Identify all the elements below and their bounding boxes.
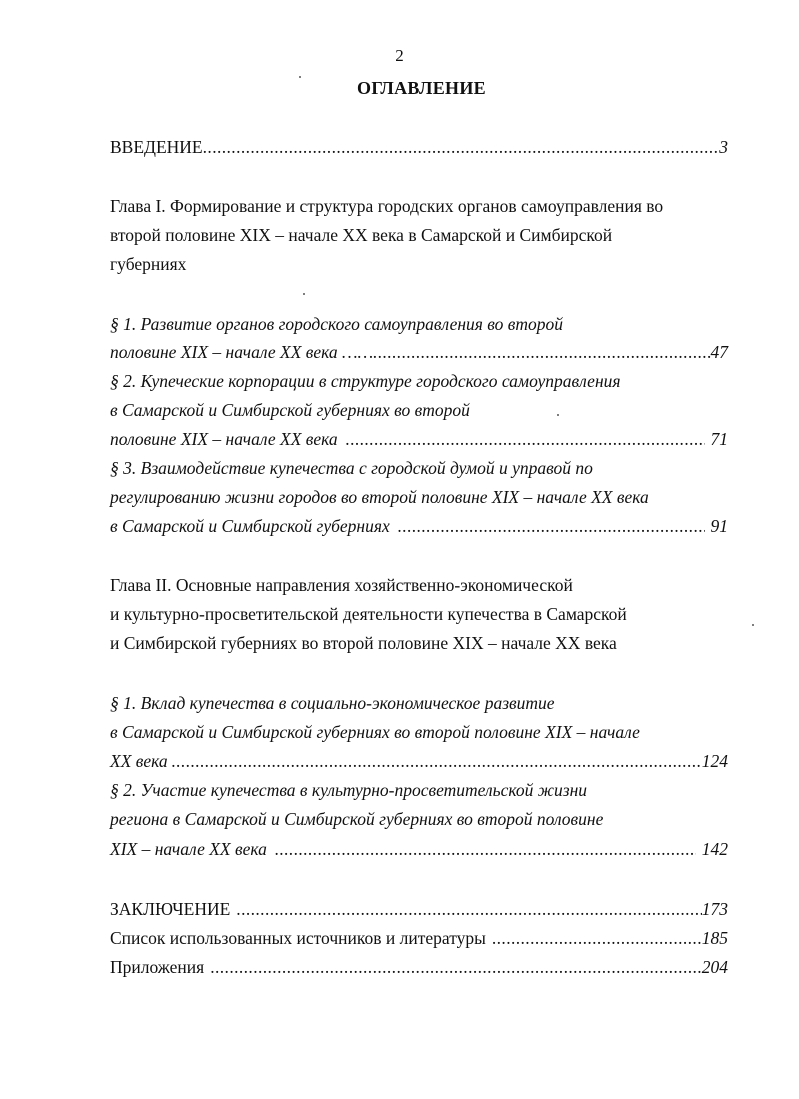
toc-entry-appendices — [110, 955, 728, 979]
dot-leader — [203, 135, 720, 159]
toc-entry-introduction — [110, 135, 728, 159]
dot-leader — [373, 340, 710, 364]
toc-label: в Самарской и Симбирской губерниях — [110, 516, 390, 536]
chapter1-section1-entry — [110, 340, 728, 364]
chapter2-section1-line: в Самарской и Симбирской губерниях во второй половине XIX – начале — [110, 722, 640, 742]
toc-label: ВВЕДЕНИЕ — [110, 137, 203, 157]
page-title: ОГЛАВЛЕНИЕ — [357, 78, 486, 98]
chapter2-section2-line: региона в Самарской и Симбирской губерниях во второй половине — [110, 809, 604, 829]
chapter2-section1-entry — [110, 749, 728, 773]
toc-page: 142 — [701, 839, 728, 859]
chapter1-section2-entry — [110, 427, 728, 451]
chapter1-title-line: Глава I. Формирование и структура городских органов самоуправления во — [110, 196, 664, 216]
chapter2-title-line: Глава II. Основные направления хозяйственно-экономической — [110, 575, 573, 595]
page-number: 2 — [395, 46, 404, 65]
chapter1-section3-line: § 3. Взаимодействие купечества с городской думой и управой по — [110, 458, 593, 478]
dot-leader — [236, 897, 701, 921]
dot-leader — [172, 749, 702, 773]
toc-label: XX века — [110, 751, 168, 771]
toc-page: 185 — [701, 928, 728, 948]
chapter1-section3-line: регулированию жизни городов во второй половине XIX – начале XX века — [110, 487, 649, 507]
scan-speck — [752, 624, 754, 626]
chapter1-section3-entry — [110, 514, 728, 538]
toc-label: ЗАКЛЮЧЕНИЕ — [110, 899, 231, 919]
toc-label: Приложения — [110, 957, 205, 977]
toc-entry-sources — [110, 926, 728, 950]
toc-entry-conclusion — [110, 897, 728, 921]
toc-page: 3 — [719, 137, 728, 157]
toc-label: Список использованных источников и литературы — [110, 928, 486, 948]
chapter2-title-line: и Симбирской губерниях во второй половине XIX – начале XX века — [110, 633, 617, 653]
toc-page: 124 — [701, 751, 728, 771]
toc-label: XIX – начале XX века — [110, 839, 267, 859]
chapter1-section2-line: § 2. Купеческие корпорации в структуре городского самоуправления — [110, 371, 621, 391]
toc-label: половине XIX – начале XX века …… — [110, 342, 374, 362]
scan-speck — [303, 293, 305, 295]
scan-speck — [557, 414, 559, 416]
toc-page: 173 — [701, 899, 728, 919]
dot-leader — [346, 427, 705, 451]
chapter2-section1-line: § 1. Вклад купечества в социально-экономическое развитие — [110, 693, 555, 713]
chapter1-title-line: второй половине XIX – начале XX века в Самарской и Симбирской — [110, 225, 613, 245]
toc-page: 71 — [710, 429, 728, 449]
chapter1-section1-line: § 1. Развитие органов городского самоуправления во второй — [110, 314, 564, 334]
chapter1-title-line: губерниях — [110, 254, 187, 274]
scan-speck — [299, 76, 301, 78]
toc-page: 204 — [701, 957, 728, 977]
chapter2-section2-line: § 2. Участие купечества в культурно-просветительской жизни — [110, 780, 588, 800]
toc-label: половине XIX – начале XX века — [110, 429, 338, 449]
dot-leader — [398, 514, 705, 538]
toc-page: 47 — [710, 342, 728, 362]
chapter1-section2-line: в Самарской и Симбирской губерниях во второй — [110, 400, 470, 420]
toc-page: 91 — [710, 516, 728, 536]
dot-leader — [275, 837, 696, 861]
dot-leader — [210, 955, 702, 979]
chapter2-section2-entry — [110, 837, 728, 861]
chapter2-title-line: и культурно-просветительской деятельности купечества в Самарской — [110, 604, 627, 624]
dot-leader — [492, 926, 702, 950]
